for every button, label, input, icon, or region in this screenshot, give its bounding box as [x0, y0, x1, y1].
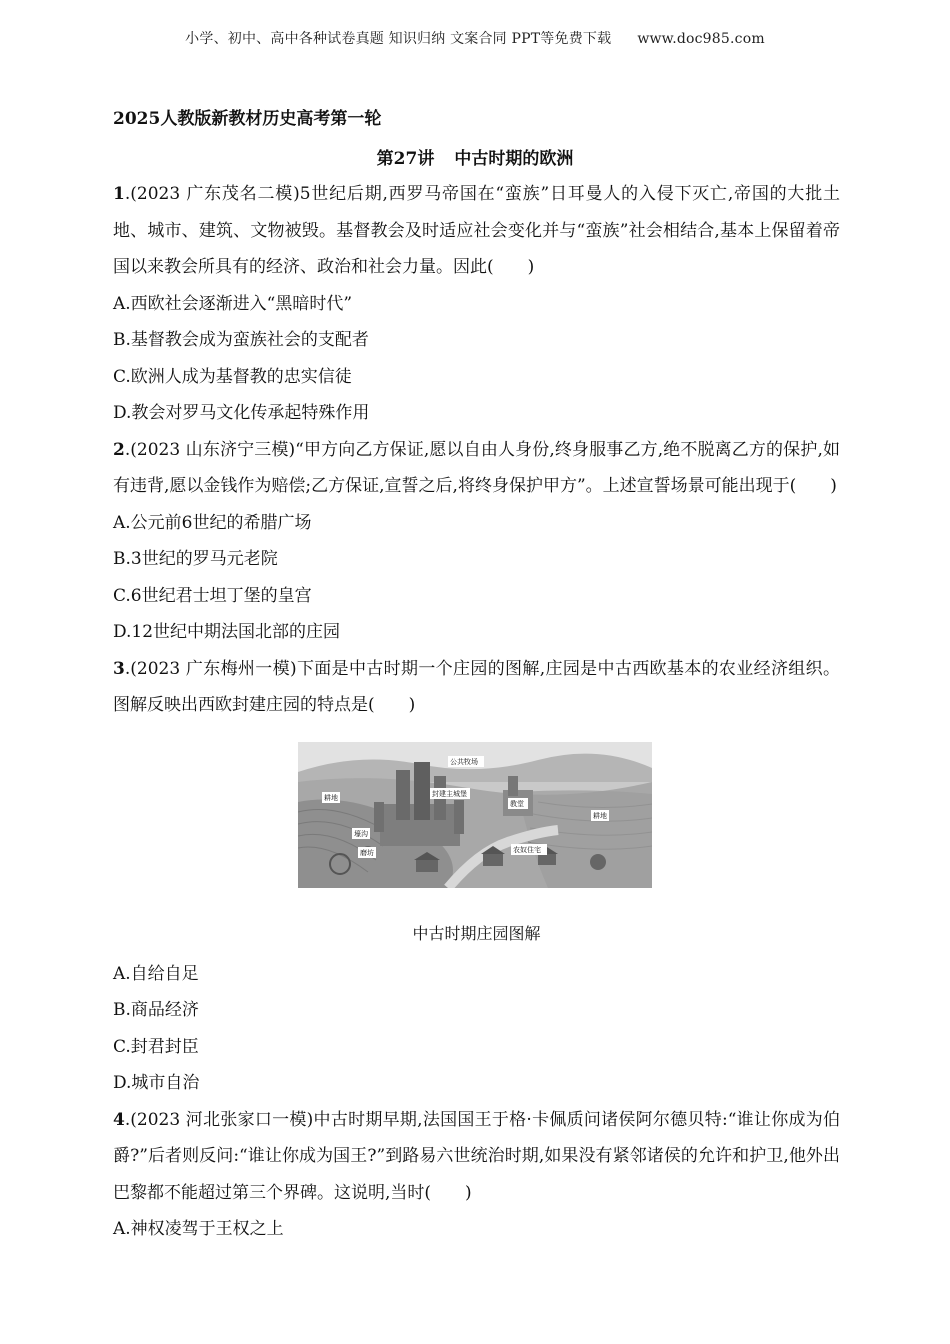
label-mill: 磨坊: [360, 848, 374, 857]
option-b: B.商品经济: [113, 1000, 199, 1020]
label-serf-houses: 农奴住宅: [513, 845, 541, 854]
question-text: 下面是中古时期一个庄园的图解,庄园是中古西欧基本的农业经济组织。图解反映出西欧封建庄园的特点是( ): [113, 658, 840, 715]
question-source: .(2023 河北张家口一模): [124, 1109, 314, 1130]
question-3: [113, 651, 840, 1102]
label-farmland-left: 耕地: [324, 793, 338, 802]
question-4: [113, 1102, 840, 1248]
label-castle: 封建主城堡: [432, 789, 467, 798]
document-title: 2025人教版新教材历史高考第一轮: [113, 109, 382, 129]
question-stem: [113, 176, 840, 286]
question-text: 中古时期早期,法国国王于格·卡佩质问诸侯阿尔德贝特:“谁让你成为伯爵?”后者则反问:“谁让你成为国王?”到路易六世统治时期,如果没有紧邻诸侯的允许和护卫,他外出巴黎都不能超过第三个界碑。这说明,当时( ): [113, 1109, 840, 1203]
question-text: “甲方向乙方保证,愿以自由人身份,终身服事乙方,绝不脱离乙方的保护,如有违背,愿以金钱作为赔偿;乙方保证,宣誓之后,将终身保护甲方”。上述宣誓场景可能出现于( ): [113, 439, 840, 496]
question-number: 4: [113, 1109, 125, 1130]
option-d: D.城市自治: [113, 1073, 200, 1093]
option-a: A.自给自足: [113, 963, 199, 984]
option-b: B.3世纪的罗马元老院: [113, 549, 278, 569]
manor-illustration-svg: [298, 742, 652, 888]
question-2: [113, 432, 840, 651]
question-number: 1: [113, 184, 125, 204]
question-1: [113, 176, 840, 432]
questions-content: [113, 176, 840, 1248]
lesson-title: [0, 144, 950, 169]
question-source: .(2023 广东茂名二模): [124, 184, 300, 204]
option-a: A.公元前6世纪的希腊广场: [113, 512, 312, 533]
manor-illustration: [298, 742, 652, 888]
option-c: C.欧洲人成为基督教的忠实信徒: [113, 366, 352, 387]
question-stem: [113, 1102, 840, 1212]
option-d: D.教会对罗马文化传承起特殊作用: [113, 403, 370, 423]
option-b: B.基督教会成为蛮族社会的支配者: [113, 330, 369, 350]
option-c: C.6世纪君士坦丁堡的皇宫: [113, 585, 312, 606]
option-a: A.神权凌驾于王权之上: [113, 1219, 284, 1239]
question-text: 5世纪后期,西罗马帝国在“蛮族”日耳曼人的入侵下灭亡,帝国的大批土地、城市、建筑、文物被毁。基督教会及时适应社会变化并与“蛮族”社会相结合,基本上保留着帝国以来教会所具有的经济、政治和社会力量。因此( ): [113, 184, 840, 277]
label-farmland-right: 耕地: [593, 811, 607, 820]
question-number: 3: [113, 658, 125, 679]
question-source: .(2023 山东济宁三模): [124, 439, 296, 460]
lesson-number: 第27讲: [376, 149, 435, 169]
question-stem: [113, 651, 840, 724]
option-c: C.封君封臣: [113, 1036, 199, 1057]
option-d: D.12世纪中期法国北部的庄园: [113, 622, 341, 642]
header-text: 小学、初中、高中各种试卷真题 知识归纳 文案合同 PPT等免费下载: [185, 31, 612, 47]
question-number: 2: [113, 439, 125, 460]
page-header: [0, 28, 950, 48]
header-url[interactable]: www.doc985.com: [637, 31, 765, 47]
figure-caption: 中古时期庄园图解: [412, 923, 541, 943]
question-source: .(2023 广东梅州一模): [124, 658, 297, 679]
option-a: A.西欧社会逐渐进入“黑暗时代”: [113, 293, 353, 314]
label-church: 教堂: [510, 799, 524, 808]
question-stem: [113, 432, 840, 505]
label-pasture: 公共牧场: [450, 757, 478, 766]
lesson-name: 中古时期的欧洲: [454, 149, 574, 169]
label-moat: 壕沟: [354, 829, 368, 838]
